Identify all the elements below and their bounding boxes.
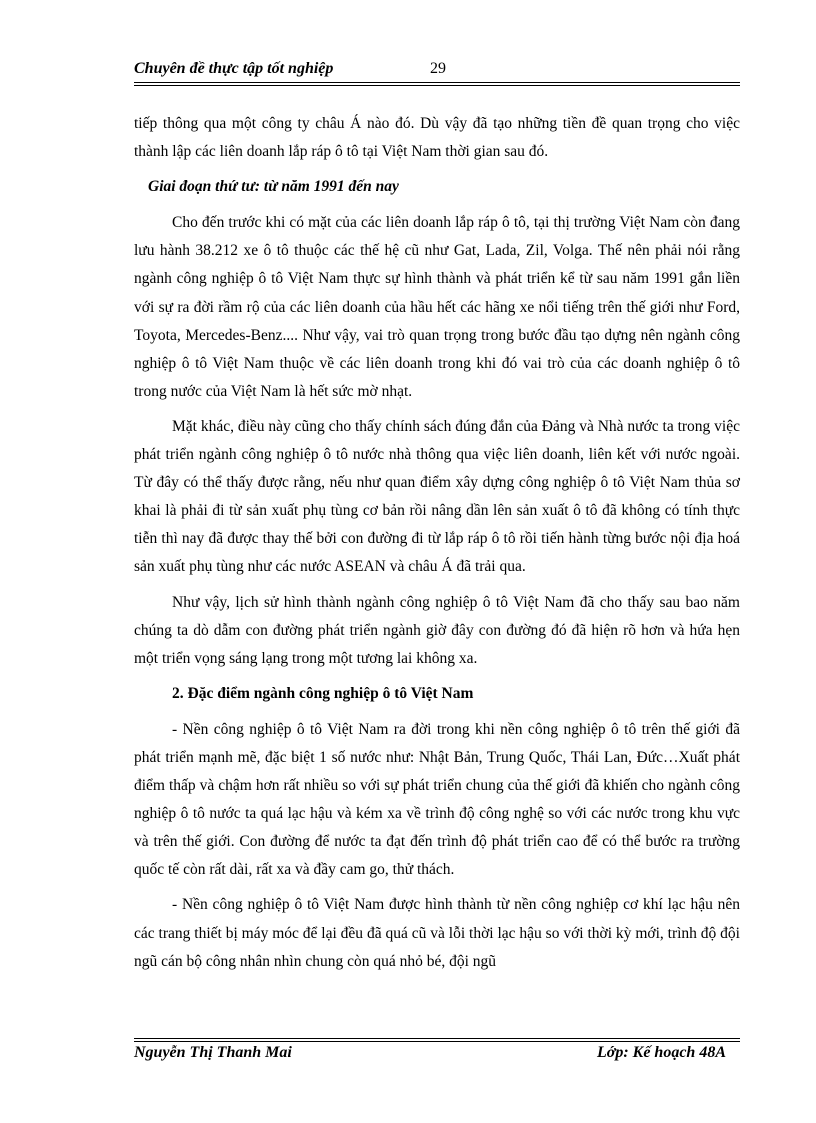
paragraph-5: - Nền công nghiệp ô tô Việt Nam được hình thành từ nền công nghiệp cơ khí lạc hậu nên các trang thiết bị máy móc để lại đều đã quá cũ và lỗi thời lạc hậu so với thời kỳ mới, trình độ đội ngũ cán bộ công nhân nhìn chung còn quá nhỏ bé, đội ngũ (134, 896, 740, 970)
page-body (134, 110, 740, 983)
footer-class: Lớp: Kế hoạch 48A (596, 1044, 726, 1061)
paragraph-3: Như vậy, lịch sử hình thành ngành công nghiệp ô tô Việt Nam đã cho thấy sau bao năm chúng ta dò dẫm con đường phát triển ngành giờ đây con đường đó đã hiện rõ hơn và hứa hẹn một triển vọng sáng lạng trong một tương lai không xa. (134, 593, 740, 667)
page-header (134, 58, 740, 82)
footer-rule-secondary (134, 1041, 740, 1042)
page-footer (134, 1044, 740, 1068)
paragraph-2: Mặt khác, điều này cũng cho thấy chính sách đúng đắn của Đảng và Nhà nước ta trong việc phát triển ngành công nghiệp ô tô nước nhà thông qua việc liên doanh, liên kết với nước ngoài. Từ đây có thể thấy được rằng, nếu như quan điểm xây dựng công nghiệp ô tô Việt Nam thủa sơ khai là phải đi từ sản xuất phụ tùng cơ bản rồi nâng dần lên sản xuất ô tô đã không có tính thực tiễn thì nay đã được thay thế bởi con đường đi từ lắp ráp ô tô rồi tiến hành từng bước nội địa hoá sản xuất phụ tùng như các nước ASEAN và châu Á đã trải qua. (134, 417, 740, 576)
paragraph-intro: tiếp thông qua một công ty châu Á nào đó. Dù vậy đã tạo những tiền đề quan trọng cho việc thành lập các liên doanh lắp ráp ô tô tại Việt Nam thời gian sau đó. (134, 115, 740, 161)
header-rule-secondary (134, 85, 740, 86)
page-number: 29 (430, 60, 446, 77)
section-heading: 2. Đặc điểm ngành công nghiệp ô tô Việt Nam (172, 684, 474, 702)
header-rule (134, 82, 740, 83)
paragraph-4: - Nền công nghiệp ô tô Việt Nam ra đời trong khi nền công nghiệp ô tô trên thế giới đã phát triển mạnh mẽ, đặc biệt 1 số nước như: Nhật Bản, Trung Quốc, Thái Lan, Đức…Xuất phát điểm thấp và chậm hơn rất nhiều so với sự phát triển chung của thế giới đã khiến cho ngành công nghiệp ô tô nước ta quá lạc hậu và kém xa về trình độ công nghệ so với các nước trong khu vực và trên thế giới. Con đường để nước ta đạt đến trình độ phát triển cao để có thể bước ra trường quốc tế còn rất dài, rất xa và đầy cam go, thử thách. (134, 720, 740, 879)
footer-author: Nguyễn Thị Thanh Mai (134, 1044, 292, 1061)
stage-heading: Giai đoạn thứ tư: từ năm 1991 đến nay (148, 178, 399, 196)
footer-rule (134, 1038, 740, 1039)
paragraph-1: Cho đến trước khi có mặt của các liên doanh lắp ráp ô tô, tại thị trường Việt Nam còn đang lưu hành 38.212 xe ô tô thuộc các thế hệ cũ như Gat, Lada, Zil, Volga. Thế nên phải nói rằng ngành công nghiệp ô tô Việt Nam thực sự hình thành và phát triển kể từ sau năm 1991 gắn liền với sự ra đời rầm rộ của các liên doanh của hầu hết các hãng xe nổi tiếng trên thế giới như Ford, Toyota, Mercedes-Benz.... Như vậy, vai trò quan trọng trong bước đầu tạo dựng nên ngành công nghiệp ô tô Việt Nam thuộc về các liên doanh trong khi đó vai trò của các doanh nghiệp ô tô trong nước của Việt Nam là hết sức mờ nhạt. (134, 214, 740, 400)
header-title: Chuyên đề thực tập tốt nghiệp (134, 60, 334, 77)
